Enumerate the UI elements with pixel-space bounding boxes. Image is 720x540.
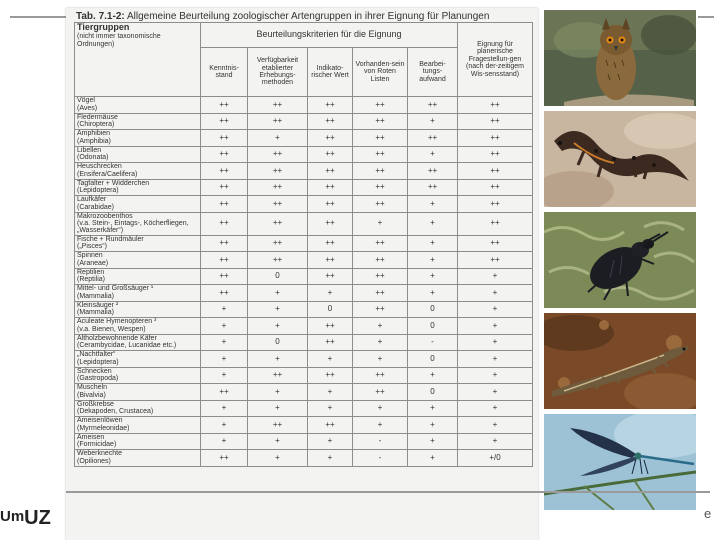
rating-cell: 0 xyxy=(248,268,308,285)
group-name: Fische + Rundmäuler xyxy=(77,235,144,243)
table-row xyxy=(75,417,533,434)
group-cell xyxy=(75,97,201,114)
rating-cell: - xyxy=(353,433,408,450)
rating-cell: ++ xyxy=(353,196,408,213)
newt-photo xyxy=(544,111,696,207)
group-cell xyxy=(75,450,201,467)
rating-cell: + xyxy=(408,433,458,450)
rating-cell: + xyxy=(308,433,353,450)
group-latin: (Aves) xyxy=(77,104,98,112)
group-name: Ameisenlöwen xyxy=(77,417,123,425)
rating-cell: + xyxy=(308,384,353,401)
rating-cell: ++ xyxy=(201,146,248,163)
rating-cell: + xyxy=(201,301,248,318)
rating-cell: ++ xyxy=(308,367,353,384)
group-latin: („Pisces“) xyxy=(77,243,107,251)
table-row xyxy=(75,384,533,401)
eagle-owl-photo xyxy=(544,10,696,106)
rating-cell: ++ xyxy=(201,235,248,252)
rating-cell: ++ xyxy=(308,268,353,285)
group-name: Schnecken xyxy=(77,367,112,375)
rating-cell: ++ xyxy=(353,268,408,285)
rating-cell: + xyxy=(248,351,308,368)
rating-cell: + xyxy=(408,367,458,384)
group-cell xyxy=(75,351,201,368)
table-row xyxy=(75,318,533,335)
group-latin: (Dekapoden, Crustacea) xyxy=(77,408,154,416)
group-cell xyxy=(75,417,201,434)
rating-cell: +/0 xyxy=(458,450,533,467)
group-cell xyxy=(75,146,201,163)
rating-cell: + xyxy=(408,196,458,213)
group-latin: (Carabidae) xyxy=(77,203,114,211)
group-cell xyxy=(75,163,201,180)
rating-cell: + xyxy=(408,417,458,434)
table-row xyxy=(75,97,533,114)
rating-cell: + xyxy=(308,400,353,417)
rating-cell: ++ xyxy=(308,334,353,351)
rating-cell: + xyxy=(458,334,533,351)
rating-cell: + xyxy=(408,268,458,285)
rating-cell: ++ xyxy=(408,179,458,196)
group-name: Makrozoobenthos xyxy=(77,212,133,220)
rating-cell: + xyxy=(248,318,308,335)
table-row xyxy=(75,285,533,302)
group-cell xyxy=(75,400,201,417)
rating-cell: ++ xyxy=(353,130,408,147)
group-name: Mittel- und Großsäuger ¹ xyxy=(77,285,154,293)
group-name: Vögel xyxy=(77,97,95,105)
criteria-header: Beurteilungskriterien für die Eignung xyxy=(201,23,458,48)
group-name: Altholzbewohnende Käfer xyxy=(77,334,157,342)
rating-cell: ++ xyxy=(353,252,408,269)
group-name: Kleinsäuger ² xyxy=(77,301,119,309)
rating-cell: ++ xyxy=(308,146,353,163)
rating-cell: ++ xyxy=(408,163,458,180)
rating-cell: + xyxy=(308,450,353,467)
group-latin: (Myrmeleonidae) xyxy=(77,424,130,432)
group-latin: (Formicidae) xyxy=(77,441,117,449)
rating-cell: ++ xyxy=(248,163,308,180)
top-rule-left xyxy=(10,16,66,18)
rating-cell: ++ xyxy=(458,113,533,130)
scanned-table-page xyxy=(66,8,538,540)
rating-cell: ++ xyxy=(248,252,308,269)
table-title xyxy=(76,11,489,22)
rating-cell: ++ xyxy=(458,179,533,196)
rating-cell: + xyxy=(458,417,533,434)
rating-cell: ++ xyxy=(308,130,353,147)
rating-cell: + xyxy=(458,400,533,417)
table-number: Tab. 7.1-2: xyxy=(76,11,125,22)
rating-cell: + xyxy=(248,130,308,147)
rating-cell: ++ xyxy=(353,163,408,180)
table-row xyxy=(75,196,533,213)
rating-cell: + xyxy=(308,351,353,368)
group-latin: (Gastropoda) xyxy=(77,375,119,383)
group-name: Großkrebse xyxy=(77,400,114,408)
rating-cell: ++ xyxy=(308,113,353,130)
rating-cell: ++ xyxy=(353,113,408,130)
group-name: Ameisen xyxy=(77,433,105,441)
groups-header xyxy=(75,23,201,97)
group-name: Spinnen xyxy=(77,252,103,260)
group-latin: (Bivalvia) xyxy=(77,391,106,399)
rating-cell: ++ xyxy=(201,268,248,285)
rating-cell: ++ xyxy=(458,146,533,163)
rating-cell: ++ xyxy=(201,384,248,401)
group-latin: (Chiroptera) xyxy=(77,121,115,129)
rating-cell: ++ xyxy=(458,130,533,147)
group-latin: (Lepidoptera) xyxy=(77,187,119,195)
rating-cell: ++ xyxy=(353,97,408,114)
table-row xyxy=(75,433,533,450)
table-row xyxy=(75,212,533,235)
rating-cell: ++ xyxy=(308,318,353,335)
lizard-photo xyxy=(544,313,696,409)
rating-cell: + xyxy=(458,384,533,401)
rating-cell: ++ xyxy=(458,212,533,235)
table-row xyxy=(75,146,533,163)
col-methods: Verfügbarkeit etablierter Erhebungs-methoden xyxy=(248,48,308,97)
rating-cell: ++ xyxy=(248,417,308,434)
group-latin: (Araneae) xyxy=(77,259,109,267)
assessment-table xyxy=(74,22,533,467)
rating-cell: ++ xyxy=(201,450,248,467)
rating-cell: ++ xyxy=(201,163,248,180)
rating-cell: + xyxy=(458,433,533,450)
damselfly-photo xyxy=(544,414,696,510)
rating-cell: ++ xyxy=(353,235,408,252)
rating-cell: ++ xyxy=(308,196,353,213)
footer-logo xyxy=(0,504,51,527)
group-latin: (Mammalia) xyxy=(77,292,114,300)
groups-subtitle: (nicht immer taxonomische Ordnungen) xyxy=(77,33,161,48)
group-cell xyxy=(75,334,201,351)
rating-cell: ++ xyxy=(308,179,353,196)
group-latin: (Opiliones) xyxy=(77,457,111,465)
rating-cell: + xyxy=(248,450,308,467)
rating-cell: ++ xyxy=(248,179,308,196)
rating-cell: ++ xyxy=(201,212,248,235)
rating-cell: ++ xyxy=(201,97,248,114)
group-latin: (Cerambycidae, Lucanidae etc.) xyxy=(77,342,177,350)
table-row xyxy=(75,367,533,384)
table-row xyxy=(75,179,533,196)
rating-cell: ++ xyxy=(353,285,408,302)
rating-cell: + xyxy=(408,252,458,269)
rating-cell: ++ xyxy=(248,367,308,384)
table-row xyxy=(75,235,533,252)
group-cell xyxy=(75,235,201,252)
rating-cell: ++ xyxy=(248,97,308,114)
rating-cell: ++ xyxy=(248,196,308,213)
table-row xyxy=(75,334,533,351)
rating-cell: 0 xyxy=(408,384,458,401)
rating-cell: ++ xyxy=(201,252,248,269)
col-effort: Bearbei-tungs-aufwand xyxy=(408,48,458,97)
photo-column xyxy=(544,10,696,515)
table-caption: Allgemeine Beurteilung zoologischer Artengruppen in ihrer Eignung für Planungen xyxy=(126,11,490,22)
group-cell xyxy=(75,384,201,401)
table-body xyxy=(75,97,533,467)
rating-cell: ++ xyxy=(458,97,533,114)
group-latin: (Reptilia) xyxy=(77,276,106,284)
rating-cell: ++ xyxy=(458,163,533,180)
footer-text: Um xyxy=(0,508,25,525)
group-cell xyxy=(75,113,201,130)
ground-beetle-photo xyxy=(544,212,696,308)
group-cell xyxy=(75,285,201,302)
rating-cell: + xyxy=(248,400,308,417)
table-row xyxy=(75,252,533,269)
rating-cell: 0 xyxy=(248,334,308,351)
group-latin: (Odonata) xyxy=(77,154,109,162)
rating-cell: ++ xyxy=(353,384,408,401)
rating-cell: ++ xyxy=(308,97,353,114)
rating-cell: + xyxy=(408,400,458,417)
table-row xyxy=(75,351,533,368)
col-knowledge: Kenntnis-stand xyxy=(201,48,248,97)
rating-cell: + xyxy=(408,212,458,235)
rating-cell: + xyxy=(458,318,533,335)
rating-cell: ++ xyxy=(353,367,408,384)
rating-cell: ++ xyxy=(201,179,248,196)
rating-cell: 0 xyxy=(308,301,353,318)
rating-cell: ++ xyxy=(353,301,408,318)
group-cell xyxy=(75,318,201,335)
rating-cell: + xyxy=(458,285,533,302)
group-cell xyxy=(75,212,201,235)
group-cell xyxy=(75,196,201,213)
rating-cell: ++ xyxy=(201,196,248,213)
rating-cell: ++ xyxy=(201,285,248,302)
bottom-rule xyxy=(66,491,710,493)
rating-cell: ++ xyxy=(248,146,308,163)
rating-cell: + xyxy=(353,351,408,368)
rating-cell: + xyxy=(201,318,248,335)
rating-cell: + xyxy=(408,450,458,467)
rating-cell: + xyxy=(248,384,308,401)
rating-cell: ++ xyxy=(408,130,458,147)
group-latin: (Ensifera/Caelifera) xyxy=(77,170,138,178)
col-indicator: Indikato-rischer Wert xyxy=(308,48,353,97)
rating-cell: ++ xyxy=(353,179,408,196)
rating-cell: ++ xyxy=(308,163,353,180)
col-red-lists: Vorhanden-sein von Roten Listen xyxy=(353,48,408,97)
rating-cell: + xyxy=(201,400,248,417)
rating-cell: + xyxy=(201,367,248,384)
rating-cell: + xyxy=(353,212,408,235)
rating-cell: + xyxy=(248,285,308,302)
table-row xyxy=(75,113,533,130)
table-row xyxy=(75,450,533,467)
rating-cell: + xyxy=(353,400,408,417)
rating-cell: 0 xyxy=(408,301,458,318)
group-cell xyxy=(75,268,201,285)
rating-cell: + xyxy=(458,301,533,318)
rating-cell: ++ xyxy=(248,235,308,252)
rating-cell: ++ xyxy=(458,196,533,213)
groups-title: Tiergruppen xyxy=(77,22,130,32)
suitability-header: Eignung für planerische Fragestellun-gen (nach der-zeitigem Wis-sensstand) xyxy=(458,23,533,97)
rating-cell: ++ xyxy=(308,252,353,269)
rating-cell: + xyxy=(408,113,458,130)
table-row xyxy=(75,163,533,180)
group-cell xyxy=(75,179,201,196)
group-cell xyxy=(75,301,201,318)
rating-cell: + xyxy=(408,235,458,252)
group-cell xyxy=(75,433,201,450)
group-latin: (v.a. Stein-, Eintags-, Köcherfliegen, „Wasserkäfer“) xyxy=(77,219,189,235)
rating-cell: 0 xyxy=(408,318,458,335)
rating-cell: + xyxy=(201,417,248,434)
group-name: Weberknechte xyxy=(77,450,123,458)
top-rule-right xyxy=(698,16,714,18)
rating-cell: + xyxy=(408,146,458,163)
group-cell xyxy=(75,252,201,269)
rating-cell: + xyxy=(458,268,533,285)
rating-cell: ++ xyxy=(308,235,353,252)
rating-cell: + xyxy=(201,334,248,351)
table-row xyxy=(75,268,533,285)
table-row xyxy=(75,130,533,147)
table-row xyxy=(75,400,533,417)
rating-cell: ++ xyxy=(308,212,353,235)
rating-cell: - xyxy=(408,334,458,351)
rating-cell: ++ xyxy=(408,97,458,114)
rating-cell: 0 xyxy=(408,351,458,368)
footer-right-text: e xyxy=(704,506,712,521)
group-name: Heuschrecken xyxy=(77,163,122,171)
rating-cell: ++ xyxy=(353,146,408,163)
rating-cell: ++ xyxy=(308,417,353,434)
group-name: Fledermäuse xyxy=(77,113,118,121)
group-name: Muscheln xyxy=(77,384,107,392)
rating-cell: - xyxy=(353,450,408,467)
logo-mark: UZ xyxy=(24,507,51,529)
rating-cell: + xyxy=(201,433,248,450)
group-latin: (Mammalia) xyxy=(77,309,114,317)
table-row xyxy=(75,301,533,318)
rating-cell: + xyxy=(353,334,408,351)
group-name: Tagfalter + Widderchen xyxy=(77,179,150,187)
group-name: Laufkäfer xyxy=(77,196,107,204)
rating-cell: + xyxy=(458,367,533,384)
rating-cell: + xyxy=(408,285,458,302)
rating-cell: ++ xyxy=(201,130,248,147)
group-latin: (Amphibia) xyxy=(77,137,111,145)
group-latin: (Lepidoptera) xyxy=(77,358,119,366)
rating-cell: ++ xyxy=(248,212,308,235)
rating-cell: + xyxy=(308,285,353,302)
group-cell xyxy=(75,130,201,147)
group-name: Amphibien xyxy=(77,130,111,138)
rating-cell: + xyxy=(458,351,533,368)
rating-cell: ++ xyxy=(248,113,308,130)
rating-cell: + xyxy=(353,417,408,434)
rating-cell: ++ xyxy=(458,252,533,269)
rating-cell: + xyxy=(248,433,308,450)
group-cell xyxy=(75,367,201,384)
group-name: Aculeate Hymenopteren ³ xyxy=(77,318,157,326)
group-name: „Nachtfalter“ xyxy=(77,351,116,359)
rating-cell: ++ xyxy=(458,235,533,252)
rating-cell: + xyxy=(201,351,248,368)
group-name: Libellen xyxy=(77,146,102,154)
rating-cell: ++ xyxy=(201,113,248,130)
group-name: Reptilien xyxy=(77,268,105,276)
group-latin: (v.a. Bienen, Wespen) xyxy=(77,325,146,333)
rating-cell: + xyxy=(353,318,408,335)
rating-cell: + xyxy=(248,301,308,318)
